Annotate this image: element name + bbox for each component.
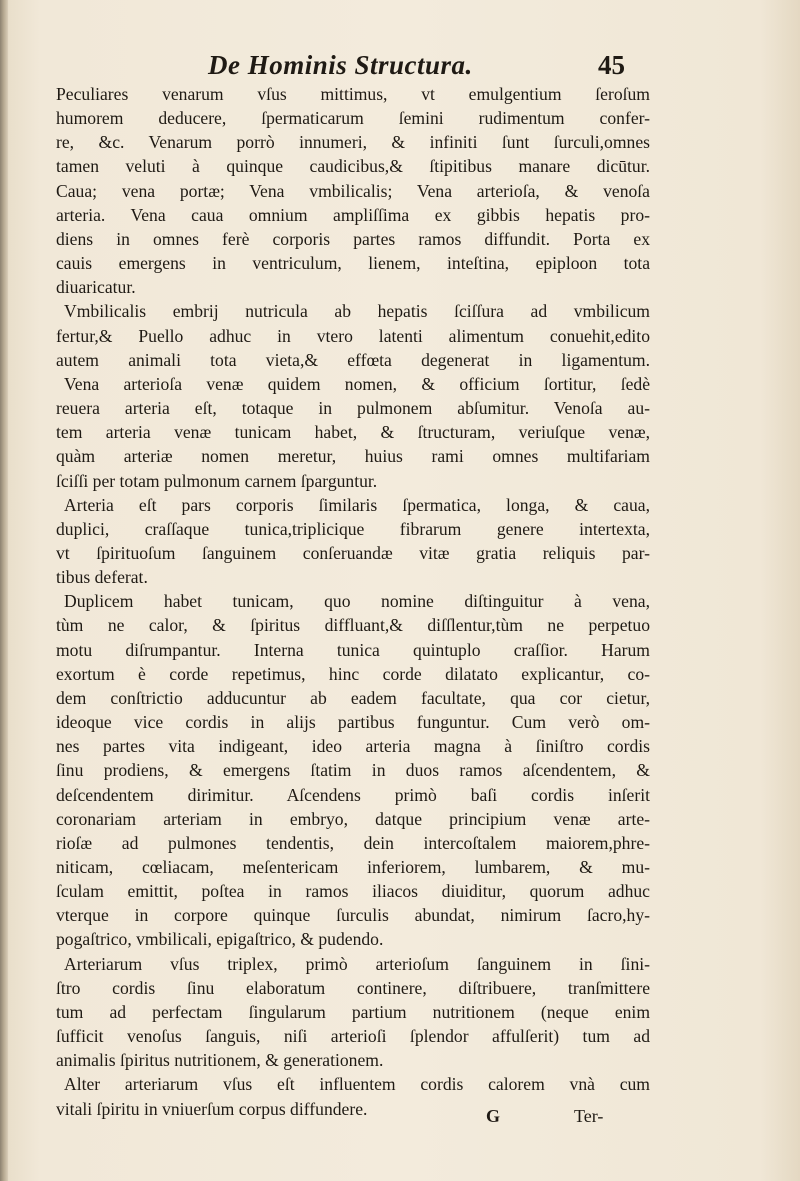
text-line: duplici, craſſaque tunica,triplicique fibrarum genere intertexta, [56,518,650,539]
text-line: Vmbilicalis embrij nutricula ab hepatis ſciſſura ad vmbilicum [64,301,650,322]
page-gutter [0,0,8,1181]
text-line: dem conſtrictio adducuntur ab eadem facultate, qua cor cietur, [56,687,650,708]
text-line: Peculiares venarum vſus mittimus, vt emulgentium ſeroſum [56,84,650,104]
text-line: ſinu prodiens, & emergens ſtatim in duos ramos aſcendentem, & [56,760,650,781]
text-line: reuera arteria eſt, totaque in pulmonem abſumitur. Venoſa au- [56,398,650,419]
running-title: De Hominis Structura. [208,50,473,80]
text-line: diuaricatur. [56,277,136,298]
text-line: pogaſtrico, vmbilicali, epigaſtrico, & pudendo. [56,929,384,950]
text-line: cauis emergens in ventriculum, lienem, inteſtina, epiploon tota [56,253,650,274]
text-line: Duplicem habet tunicam, quo nomine diſtinguitur à vena, [64,591,650,612]
text-line: tem arteria venæ tunicam habet, & ſtructuram, veriuſque venæ, [56,422,650,443]
text-line: tùm ne calor, & ſpiritus diffluant,& diſſlentur,tùm ne perpetuo [56,615,650,636]
text-line: Arteria eſt pars corporis ſimilaris ſpermatica, longa, & caua, [64,494,650,515]
text-line: rioſæ ad pulmones tendentis, dein intercoſtalem maiorem,phre- [56,832,650,853]
text-line: tibus deferat. [56,567,148,588]
signature-mark: G [486,1106,501,1126]
text-line: Caua; vena portæ; Vena vmbilicalis; Vena arterioſa, & venoſa [56,180,650,201]
text-line: niticam, cœliacam, meſentericam inferiorem, lumbarem, & mu- [56,857,650,877]
text-line: ſtro cordis ſinu elaboratum continere, diſtribuere, tranſmittere [56,977,650,998]
catchword: Ter- [574,1106,604,1126]
body-text [56,82,650,1121]
text-line: animalis ſpiritus nutritionem, & generationem. [56,1050,384,1071]
text-line: vitali ſpiritu in vniuerſum corpus diffundere. [56,1098,368,1119]
text-line: tum ad perfectam ſingularum partium nutritionem (neque enim [56,1001,650,1022]
text-line: Vena arterioſa venæ quidem nomen, & officium ſortitur, ſedè [64,373,650,394]
text-line: fertur,& Puello adhuc in vtero latenti alimentum conuehit,edito [56,325,650,346]
text-line: tamen veluti à quinque caudicibus,& ſtipitibus manare dicūtur. [56,156,650,177]
text-line: ideoque vice cordis in alijs partibus funguntur. Cum verò om- [56,712,650,733]
text-line: ſciſſi per totam pulmonum carnem ſparguntur. [56,470,378,491]
text-line: vterque in corpore quinque ſurculis abundat, nimirum ſacro,hy- [56,905,650,926]
text-line: exortum è corde repetimus, hinc corde dilatato explicantur, co- [56,663,650,684]
text-line: vt ſpirituoſum ſanguinem conſeruandæ vitæ gratia reliquis par- [56,542,650,563]
text-line: re, &c. Venarum porrò innumeri, & infiniti ſunt ſurculi,omnes [56,132,650,153]
page-number: 45 [598,50,625,80]
text-line: ſculam emittit, poſtea in ramos iliacos diuiditur, quorum adhuc [56,881,650,902]
page-footer [56,1104,650,1134]
text-line: Alter arteriarum vſus eſt influentem cordis calorem vnà cum [64,1074,650,1095]
text-line: motu diſrumpantur. Interna tunica quintuplo craſſior. Harum [56,639,650,660]
text-line: diens in omnes ferè corporis partes ramos diffundit. Porta ex [56,228,650,249]
text-line: Arteriarum vſus triplex, primò arterioſum ſanguinem in ſini- [64,953,650,974]
text-line: humorem deducere, ſpermaticarum ſemini rudimentum confer- [56,108,650,129]
text-line: ſufficit venoſus ſanguis, niſi arterioſi ſplendor affulſerit) tum ad [56,1026,650,1047]
text-line: arteria. Vena caua omnium ampliſſima ex gibbis hepatis pro- [56,204,650,225]
text-line: autem animali tota vieta,& effœta degenerat in ligamentum. [56,349,650,370]
text-line: nes partes vita indigeant, ideo arteria magna à ſiniſtro cordis [56,736,650,757]
text-line: deſcendentem dirimitur. Aſcendens primò baſi cordis inſerit [56,784,650,805]
text-line: coronariam arteriam in embryo, datque principium venæ arte- [56,808,650,829]
text-line: quàm arteriæ nomen meretur, huius rami omnes multifariam [56,446,650,467]
